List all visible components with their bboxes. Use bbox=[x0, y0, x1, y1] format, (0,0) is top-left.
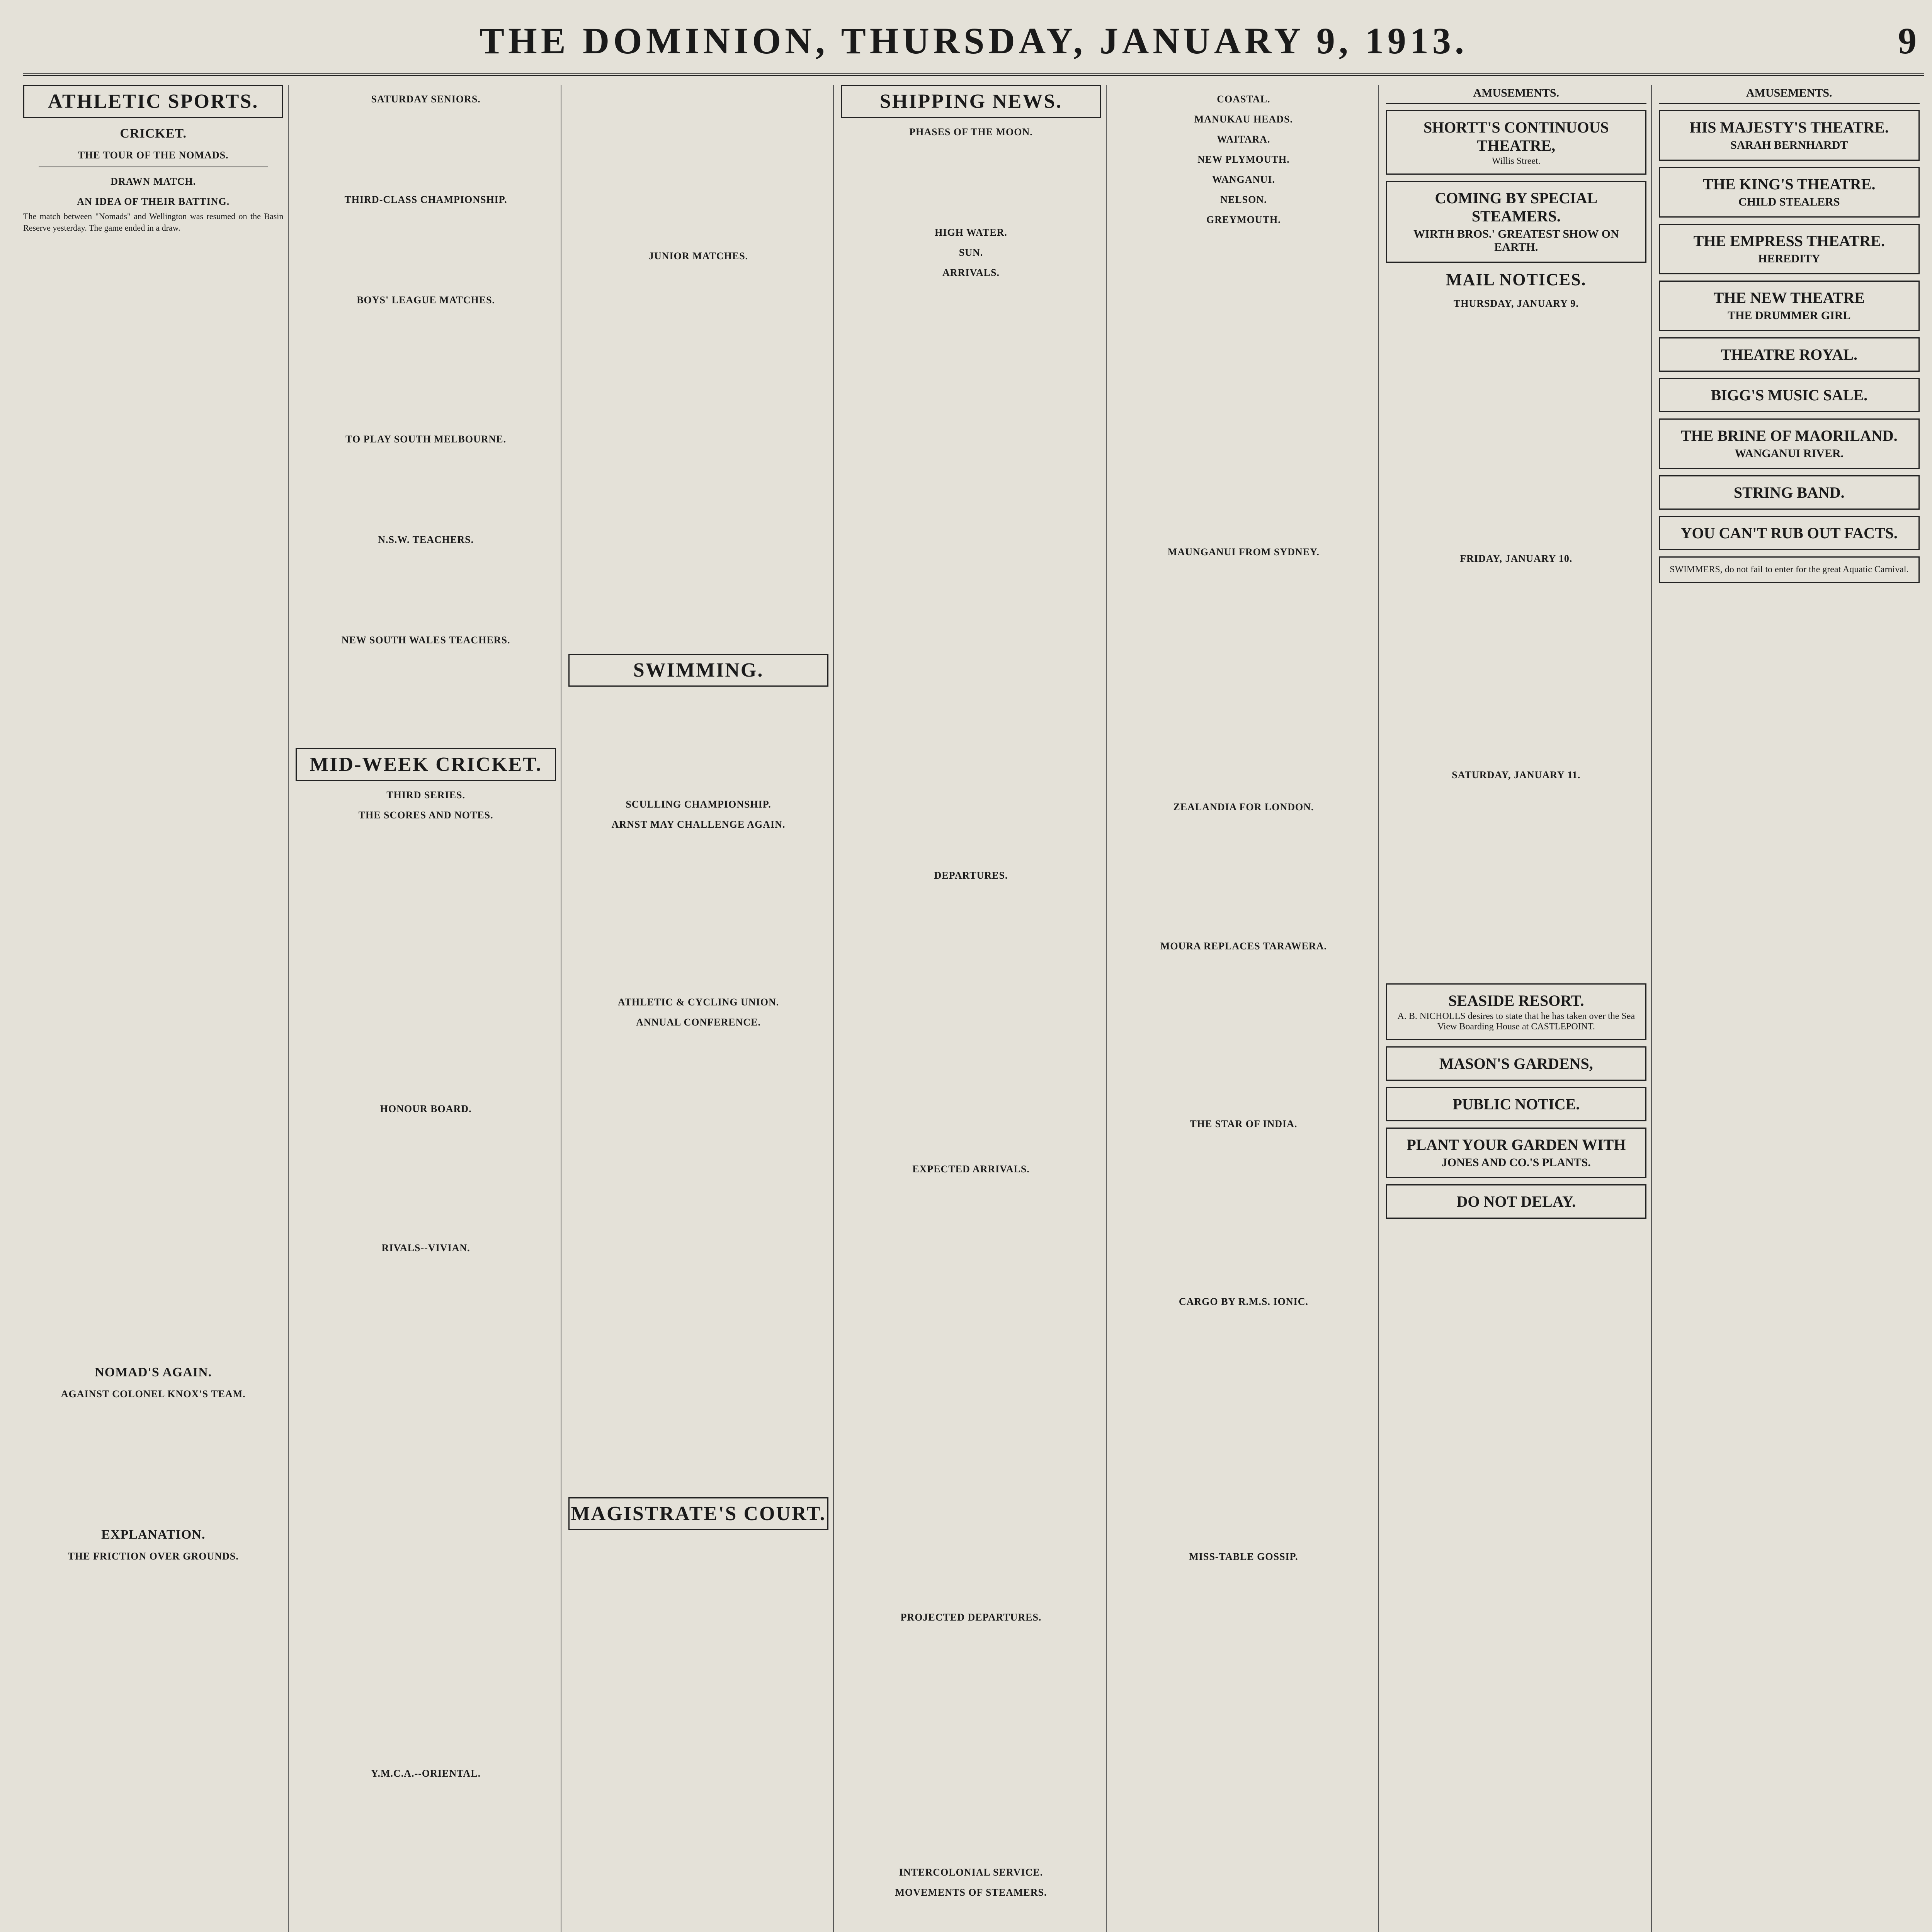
article-heading: DEPARTURES. bbox=[934, 870, 1008, 881]
advert-title: SEASIDE RESORT. bbox=[1448, 992, 1584, 1009]
article-body bbox=[296, 108, 556, 185]
section-header: SWIMMING. bbox=[568, 654, 828, 687]
theatre-advert bbox=[1659, 281, 1920, 331]
article-body bbox=[296, 824, 556, 1095]
article-heading: MISS-TABLE GOSSIP. bbox=[1189, 1551, 1298, 1562]
advert-title: MASON'S GARDENS, bbox=[1439, 1055, 1593, 1072]
article-heading: INTERCOLONIAL SERVICE. bbox=[899, 1867, 1043, 1878]
advert-title: DO NOT DELAY. bbox=[1456, 1193, 1576, 1210]
article-body bbox=[841, 1901, 1101, 1932]
article-body bbox=[1114, 1566, 1374, 1932]
article-body bbox=[296, 1782, 556, 1932]
article-subheading: ARNST MAY CHALLENGE AGAIN. bbox=[611, 819, 786, 830]
masthead bbox=[23, 15, 1924, 76]
advert-line: CHILD STEALERS bbox=[1738, 196, 1840, 208]
article-body bbox=[1114, 955, 1374, 1110]
advert-line: Willis Street. bbox=[1492, 156, 1541, 166]
advert-line: A. B. NICHOLLS desires to state that he has taken over the Sea View Boarding House at CASTLEPOINT. bbox=[1397, 1011, 1635, 1032]
public-notice-advert bbox=[1386, 1087, 1646, 1121]
article-heading: RIVALS--VIVIAN. bbox=[381, 1242, 470, 1253]
plants-advert bbox=[1386, 1128, 1646, 1178]
article-body bbox=[568, 833, 828, 988]
advert-title: THE KING'S THEATRE. bbox=[1703, 175, 1876, 193]
river-advert bbox=[1659, 418, 1920, 469]
article-heading: PHASES OF THE MOON. bbox=[909, 126, 1033, 138]
article-heading: JUNIOR MATCHES. bbox=[648, 250, 748, 262]
newspaper-title: THE DOMINION, THURSDAY, JANUARY 9, 1913. bbox=[480, 20, 1468, 61]
article-heading: NOMAD'S AGAIN. bbox=[95, 1365, 212, 1379]
advert-title: STRING BAND. bbox=[1733, 484, 1845, 501]
advert-title: PLANT YOUR GARDEN WITH bbox=[1406, 1136, 1626, 1153]
article-heading: EXPLANATION. bbox=[101, 1527, 206, 1542]
article-subheading: THIRD SERIES. bbox=[386, 789, 465, 801]
article-body bbox=[841, 884, 1101, 1155]
article-subheading: DRAWN MATCH. bbox=[111, 176, 196, 187]
article-body bbox=[841, 1178, 1101, 1603]
theatre-advert bbox=[1659, 110, 1920, 161]
article-body bbox=[1114, 229, 1374, 538]
article-subheading: THE FRICTION OVER GROUNDS. bbox=[68, 1551, 239, 1562]
advert-title: BIGG'S MUSIC SALE. bbox=[1711, 386, 1868, 404]
article-heading: Y.M.C.A.--ORIENTAL. bbox=[371, 1768, 481, 1779]
advert-line: THE DRUMMER GIRL bbox=[1728, 309, 1851, 322]
advert-line: WANGANUI RIVER. bbox=[1735, 447, 1844, 460]
facts-advert bbox=[1659, 516, 1920, 550]
article-body bbox=[296, 448, 556, 526]
article-heading: N.S.W. TEACHERS. bbox=[378, 534, 474, 545]
music-sale-advert bbox=[1659, 378, 1920, 412]
article-heading: ATHLETIC & CYCLING UNION. bbox=[617, 997, 779, 1008]
article-heading: MOURA REPLACES TARAWERA. bbox=[1160, 940, 1327, 952]
advert-title: THE NEW THEATRE bbox=[1713, 289, 1865, 306]
article-heading: EXPECTED ARRIVALS. bbox=[912, 1163, 1030, 1175]
article-heading: HONOUR BOARD. bbox=[380, 1103, 472, 1114]
article-body bbox=[841, 282, 1101, 861]
swimmers-notice bbox=[1659, 556, 1920, 583]
column-amusements-ads bbox=[1659, 85, 1924, 1932]
article-subheading: AGAINST COLONEL KNOX'S TEAM. bbox=[61, 1388, 246, 1400]
article-subheading: AN IDEA OF THEIR BATTING. bbox=[77, 196, 230, 207]
circus-advert bbox=[1386, 181, 1646, 263]
advert-line: JONES AND CO.'S PLANTS. bbox=[1441, 1156, 1591, 1169]
article-heading: HIGH WATER. bbox=[935, 227, 1007, 238]
column-athletic-sports bbox=[23, 85, 289, 1932]
article-body bbox=[296, 649, 556, 746]
article-heading: COASTAL. bbox=[1217, 94, 1270, 105]
article-heading: THE STAR OF INDIA. bbox=[1190, 1118, 1298, 1129]
column-header: AMUSEMENTS. bbox=[1659, 85, 1920, 104]
article-subheading: ANNUAL CONFERENCE. bbox=[636, 1017, 761, 1028]
section-header: MAGISTRATE'S COURT. bbox=[568, 1497, 828, 1530]
article-body bbox=[1114, 1133, 1374, 1287]
article-body bbox=[296, 1257, 556, 1759]
article-body bbox=[1114, 1311, 1374, 1543]
article-heading: SATURDAY SENIORS. bbox=[371, 94, 481, 105]
article-body bbox=[841, 141, 1101, 218]
article-heading: MAUNGANUI FROM SYDNEY. bbox=[1167, 546, 1320, 558]
article-body bbox=[568, 1031, 828, 1495]
section-header: MAIL NOTICES. bbox=[1446, 270, 1587, 289]
article-paragraph: The match between "Nomads" and Wellington was resumed on the Basin Reserve yesterday. The game ended in a draw. bbox=[23, 211, 284, 233]
article-body bbox=[841, 1626, 1101, 1858]
mail-date-heading: THURSDAY, JANUARY 9. bbox=[1453, 298, 1579, 309]
theatre-advert bbox=[1659, 167, 1920, 218]
article-subheading: WAITARA. bbox=[1217, 134, 1270, 145]
advert-title: PUBLIC NOTICE. bbox=[1452, 1095, 1580, 1113]
article-heading: ARRIVALS. bbox=[942, 267, 1000, 278]
gardens-advert bbox=[1386, 1046, 1646, 1081]
advert-line: WIRTH BROS.' GREATEST SHOW ON EARTH. bbox=[1413, 228, 1619, 253]
band-advert bbox=[1659, 475, 1920, 510]
advert-line: SWIMMERS, do not fail to enter for the great Aquatic Carnival. bbox=[1670, 565, 1909, 575]
article-heading: CARGO BY R.M.S. IONIC. bbox=[1179, 1296, 1309, 1307]
article-body bbox=[296, 309, 556, 425]
advert-title: HIS MAJESTY'S THEATRE. bbox=[1689, 119, 1889, 136]
article-body bbox=[23, 1403, 283, 1519]
delay-advert bbox=[1386, 1184, 1646, 1219]
mail-listings bbox=[1386, 784, 1646, 977]
advert-title: COMING BY SPECIAL STEAMERS. bbox=[1435, 189, 1598, 225]
article-subheading: MANUKAU HEADS. bbox=[1194, 114, 1293, 125]
article-body bbox=[296, 549, 556, 626]
article-body bbox=[568, 694, 828, 790]
mail-listings bbox=[1386, 313, 1646, 544]
page-columns bbox=[23, 85, 1924, 1932]
article-heading: ZEALANDIA FOR LONDON. bbox=[1173, 801, 1314, 813]
article-subheading: GREYMOUTH. bbox=[1206, 214, 1281, 225]
column-coastal-shipping bbox=[1114, 85, 1379, 1932]
advert-title: YOU CAN'T RUB OUT FACTS. bbox=[1680, 524, 1898, 542]
column-header: AMUSEMENTS. bbox=[1386, 85, 1646, 104]
article-heading: SUN. bbox=[959, 247, 983, 258]
article-subheading: MOVEMENTS OF STEAMERS. bbox=[895, 1887, 1047, 1898]
mail-listings bbox=[1386, 568, 1646, 761]
advert-title: SHORTT'S CONTINUOUS THEATRE, bbox=[1423, 119, 1609, 154]
advert-title: THE EMPRESS THEATRE. bbox=[1693, 232, 1885, 250]
section-header: ATHLETIC SPORTS. bbox=[23, 85, 283, 118]
section-header: MID-WEEK CRICKET. bbox=[296, 748, 556, 781]
article-heading: TO PLAY SOUTH MELBOURNE. bbox=[345, 434, 507, 445]
article-subheading: NEW PLYMOUTH. bbox=[1197, 154, 1290, 165]
column-sport-news bbox=[568, 85, 834, 1932]
article-heading: CRICKET. bbox=[120, 126, 187, 141]
article-body bbox=[568, 87, 828, 242]
column-cricket-results bbox=[296, 85, 561, 1932]
article-heading: THIRD-CLASS CHAMPIONSHIP. bbox=[344, 194, 507, 205]
article-body bbox=[296, 209, 556, 286]
article-body bbox=[1114, 816, 1374, 932]
article-body bbox=[1114, 561, 1374, 793]
section-header: SHIPPING NEWS. bbox=[841, 85, 1101, 118]
theatre-advert bbox=[1659, 337, 1920, 372]
mail-date-heading: FRIDAY, JANUARY 10. bbox=[1460, 553, 1573, 564]
article-heading: NEW SOUTH WALES TEACHERS. bbox=[341, 634, 510, 646]
seaside-advert bbox=[1386, 983, 1646, 1040]
advert-line: HEREDITY bbox=[1758, 252, 1820, 265]
article-body bbox=[23, 236, 283, 1357]
advert-title: THEATRE ROYAL. bbox=[1721, 346, 1857, 363]
theatre-advert bbox=[1386, 110, 1646, 175]
article-subheading: THE SCORES AND NOTES. bbox=[358, 810, 493, 821]
page-number: 9 bbox=[1898, 20, 1917, 61]
column-amusements-mail bbox=[1386, 85, 1651, 1932]
article-subheading: THE TOUR OF THE NOMADS. bbox=[78, 150, 229, 161]
article-subheading: WANGANUI. bbox=[1212, 174, 1275, 185]
article-body bbox=[568, 265, 828, 651]
theatre-advert bbox=[1659, 224, 1920, 274]
advert-title: THE BRINE OF MAORILAND. bbox=[1680, 427, 1898, 444]
article-subheading: NELSON. bbox=[1220, 194, 1267, 205]
mail-date-heading: SATURDAY, JANUARY 11. bbox=[1452, 769, 1581, 781]
article-body bbox=[296, 1118, 556, 1234]
article-heading: BOYS' LEAGUE MATCHES. bbox=[357, 294, 495, 306]
article-heading: SCULLING CHAMPIONSHIP. bbox=[626, 799, 771, 810]
article-heading: PROJECTED DEPARTURES. bbox=[900, 1612, 1042, 1623]
column-shipping-news bbox=[841, 85, 1106, 1932]
advert-line: SARAH BERNHARDT bbox=[1730, 139, 1848, 151]
article-body bbox=[568, 1537, 828, 1932]
